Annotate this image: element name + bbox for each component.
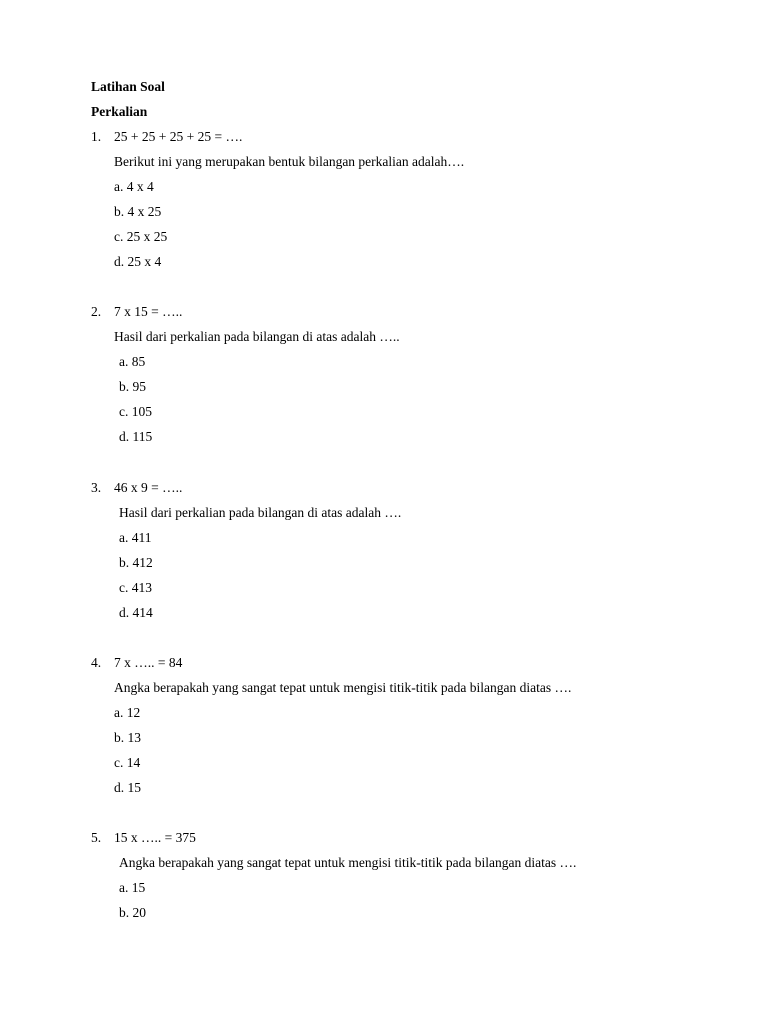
question-number: 4. (91, 655, 102, 670)
answer-option: d. 25 x 4 (114, 254, 162, 269)
question-expression: 7 x 15 = ….. (114, 304, 183, 319)
question-expression: 25 + 25 + 25 + 25 = …. (114, 129, 243, 144)
question-number: 2. (91, 304, 102, 319)
question-expression: 46 x 9 = ….. (114, 480, 183, 495)
answer-option: d. 414 (119, 605, 153, 620)
answer-option: c. 25 x 25 (114, 229, 168, 244)
answer-option: d. 15 (114, 780, 141, 795)
answer-option: a. 85 (119, 354, 146, 369)
document-subtitle: Perkalian (91, 104, 148, 119)
answer-option: a. 411 (119, 530, 152, 545)
answer-option: c. 105 (119, 404, 152, 419)
question-expression: 15 x ….. = 375 (114, 830, 196, 845)
question-number: 3. (91, 480, 102, 495)
answer-option: b. 412 (119, 555, 153, 570)
answer-option: c. 413 (119, 580, 152, 595)
answer-option: a. 12 (114, 705, 141, 720)
question-prompt: Angka berapakah yang sangat tepat untuk mengisi titik-titik pada bilangan diatas …. (119, 855, 577, 870)
question-number: 1. (91, 129, 102, 144)
question-number: 5. (91, 830, 102, 845)
answer-option: b. 20 (119, 905, 146, 920)
document-title: Latihan Soal (91, 79, 165, 94)
question-expression: 7 x ….. = 84 (114, 655, 183, 670)
question-prompt: Hasil dari perkalian pada bilangan di atas adalah …. (119, 505, 402, 520)
answer-option: d. 115 (119, 429, 153, 444)
answer-option: b. 13 (114, 730, 141, 745)
question-prompt: Hasil dari perkalian pada bilangan di atas adalah ….. (114, 329, 400, 344)
answer-option: a. 4 x 4 (114, 179, 154, 194)
answer-option: a. 15 (119, 880, 146, 895)
answer-option: b. 4 x 25 (114, 204, 162, 219)
answer-option: b. 95 (119, 379, 146, 394)
question-prompt: Angka berapakah yang sangat tepat untuk mengisi titik-titik pada bilangan diatas …. (114, 680, 572, 695)
question-prompt: Berikut ini yang merupakan bentuk bilangan perkalian adalah…. (114, 154, 465, 169)
answer-option: c. 14 (114, 755, 141, 770)
